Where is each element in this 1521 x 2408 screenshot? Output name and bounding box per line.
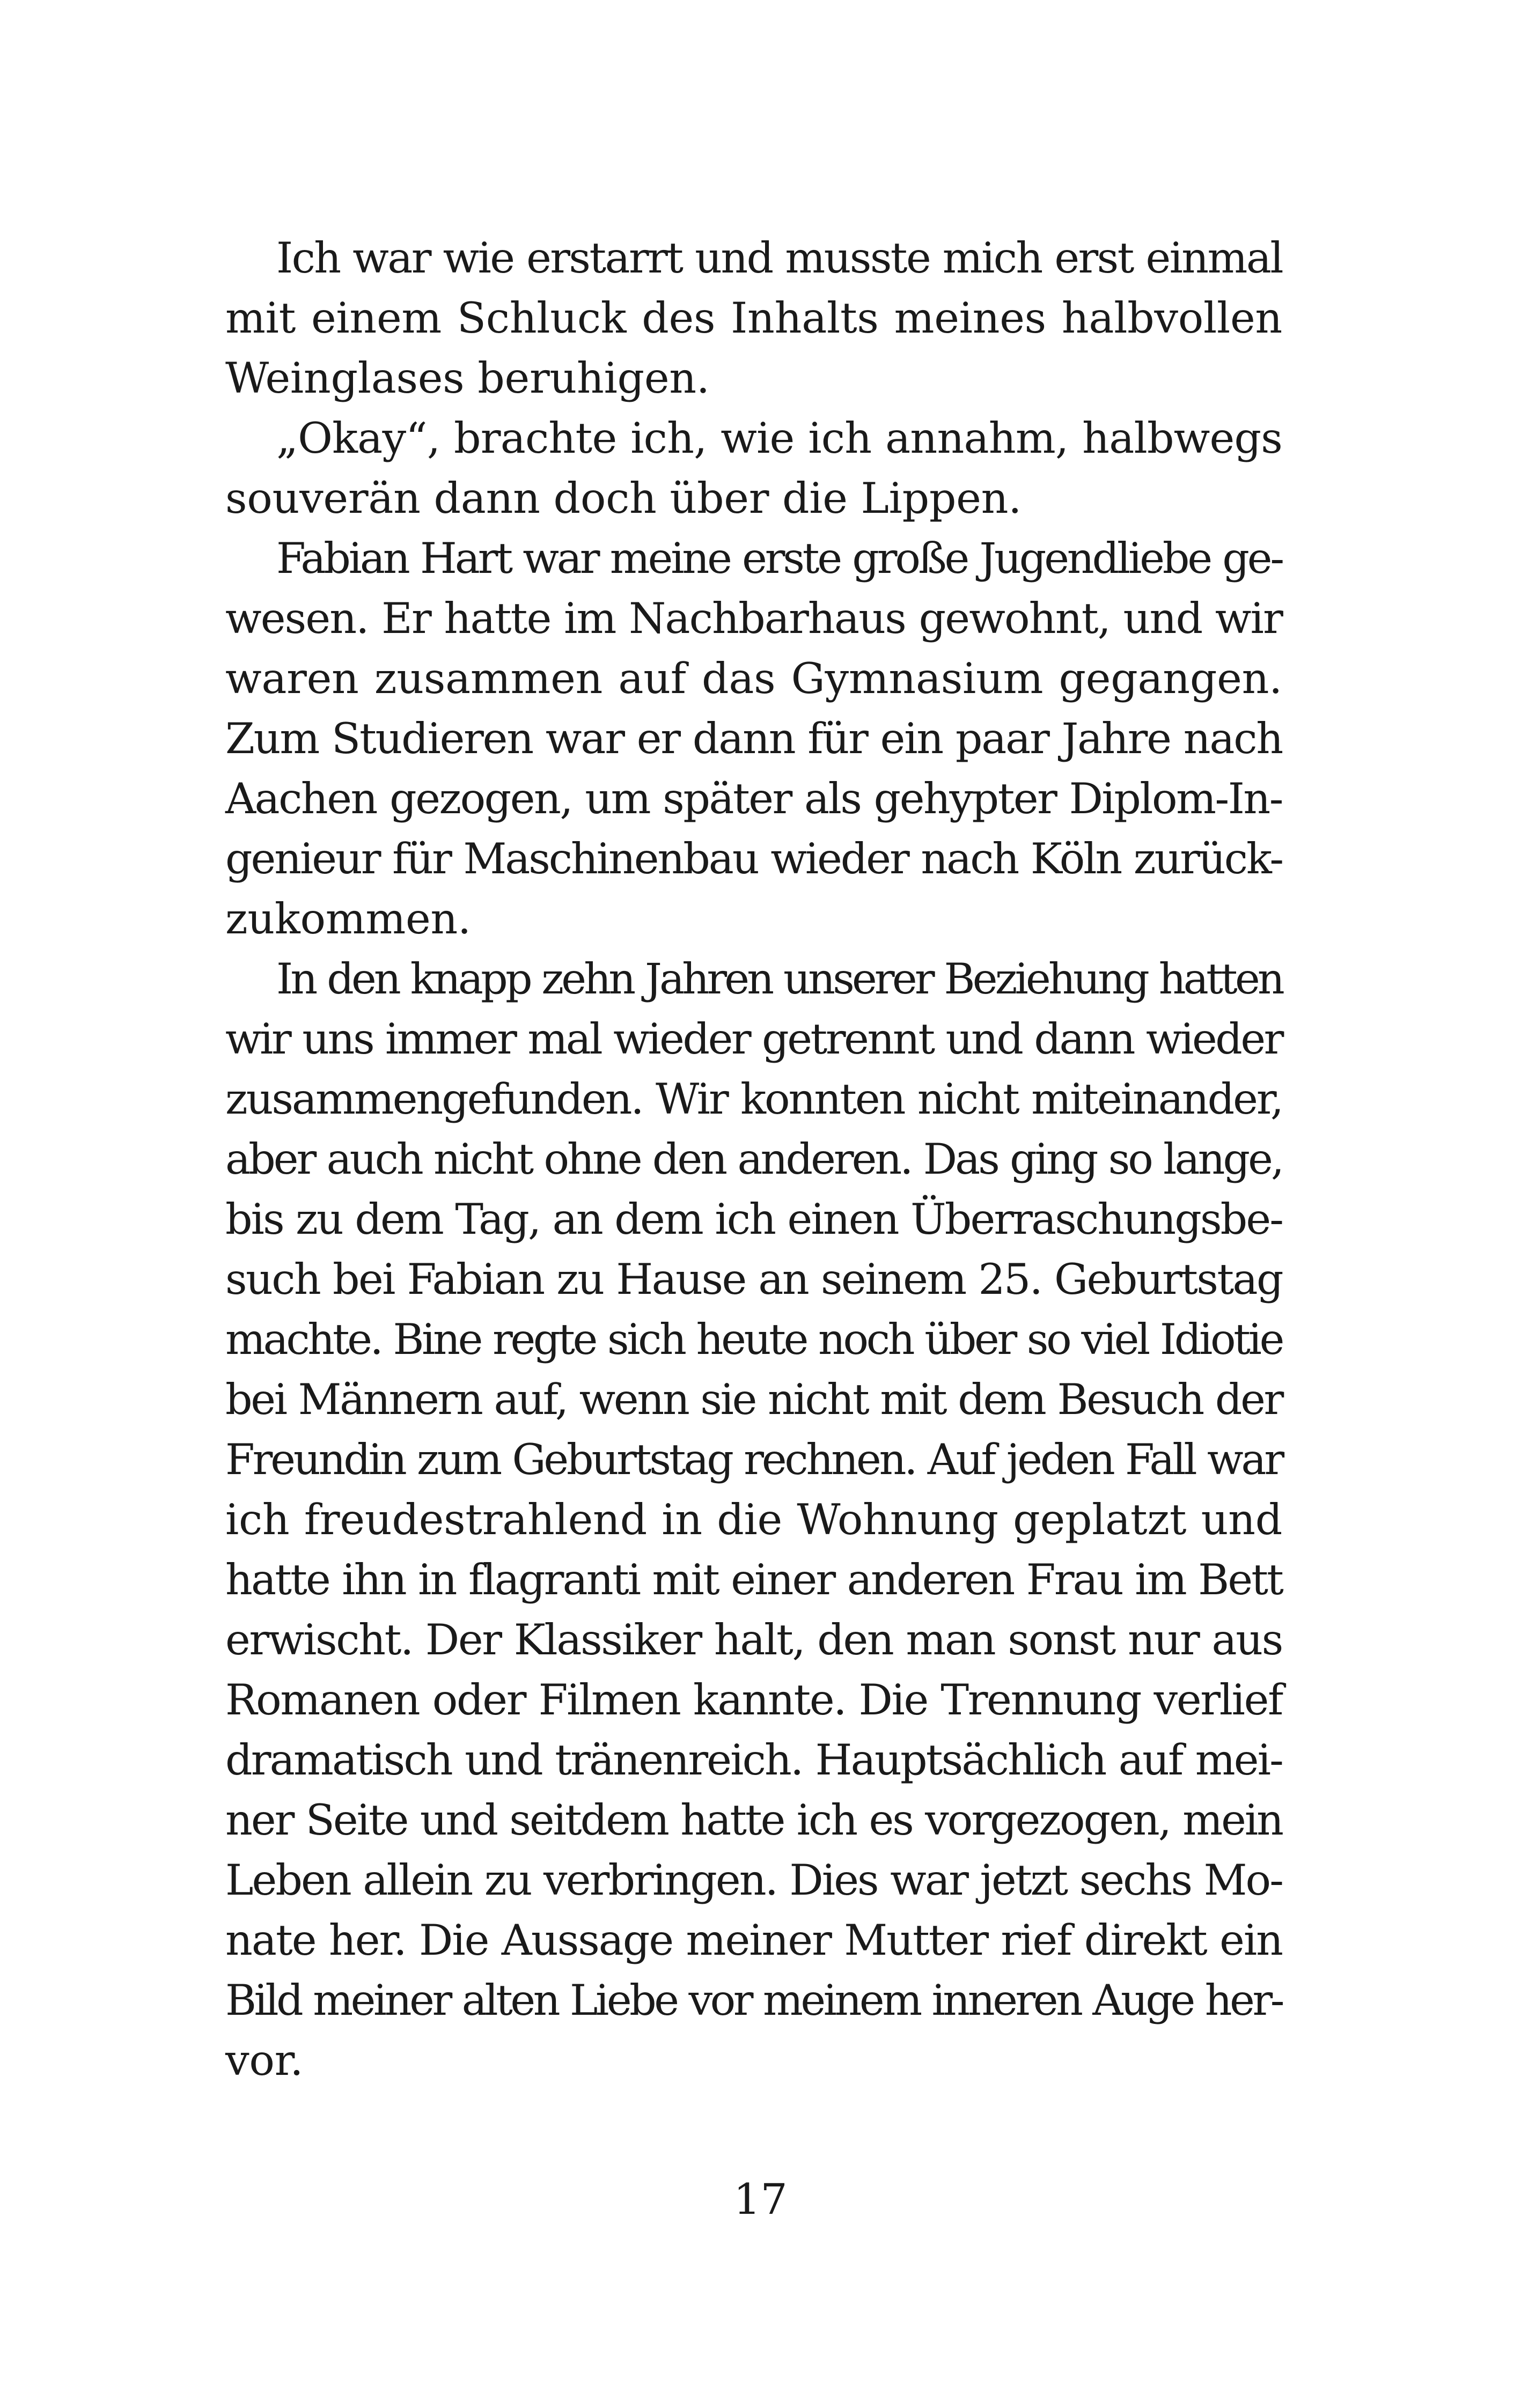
text-line: wesen. Er hatte im Nachbarhaus gewohnt, und wir [225,594,1282,643]
text-line: machte. Bine regte sich heute noch über so viel Idiotie [225,1315,1282,1364]
text-line: zukommen. [225,894,471,944]
text-line: genieur für Maschinenbau wieder nach Köln zurück- [225,834,1282,883]
text-line: Freundin zum Geburtstag rechnen. Auf jeden Fall war [225,1435,1282,1484]
text-line: Zum Studieren war er dann für ein paar Jahre nach [225,714,1282,763]
text-line: waren zusammen auf das Gymnasium gegangen. [225,654,1282,703]
text-line: Bild meiner alten Liebe vor meinem inneren Auge her- [225,1976,1282,2025]
text-line: hatte ihn in flagranti mit einer anderen Frau im Bett [225,1555,1282,1604]
text-line: wir uns immer mal wieder getrennt und dann wieder [225,1014,1282,1064]
text-line: such bei Fabian zu Hause an seinem 25. Geburtstag [225,1255,1282,1304]
text-line: aber auch nicht ohne den anderen. Das ging so lange, [225,1135,1282,1184]
text-line: „Okay“, brachte ich, wie ich annahm, halbwegs [276,414,1282,463]
text-line: zusammengefunden. Wir konnten nicht miteinander, [225,1074,1282,1124]
text-line: mit einem Schluck des Inhalts meines halbvollen [225,293,1282,343]
body-text [225,228,1282,2090]
text-line: nate her. Die Aussage meiner Mutter rief direkt ein [225,1916,1282,1965]
text-line: bis zu dem Tag, an dem ich einen Überraschungsbe- [225,1195,1282,1244]
text-line: souverän dann doch über die Lippen. [225,474,1022,523]
text-line: Romanen oder Filmen kannte. Die Trennung verlief [225,1675,1282,1725]
text-line: Weinglases beruhigen. [225,354,710,403]
text-line: ner Seite und seitdem hatte ich es vorgezogen, mein [225,1795,1282,1845]
text-line: erwischt. Der Klassiker halt, den man sonst nur aus [225,1615,1282,1665]
text-line: dramatisch und tränenreich. Hauptsächlich auf mei- [225,1735,1282,1785]
text-line: Aachen gezogen, um später als gehypter Diplom-In- [225,774,1282,823]
text-line: ich freudestrahlend in die Wohnung geplatzt und [225,1495,1282,1544]
text-line: Ich war wie erstarrt und musste mich erst einmal [276,233,1282,283]
text-line: vor. [225,2036,304,2085]
text-line: Leben allein zu verbringen. Dies war jetzt sechs Mo- [225,1855,1282,1905]
page-number: 17 [733,2175,788,2224]
text-line: Fabian Hart war meine erste große Jugendliebe ge- [276,534,1282,583]
text-line: In den knapp zehn Jahren unserer Beziehung hatten [276,954,1282,1004]
text-line: bei Männern auf, wenn sie nicht mit dem Besuch der [225,1375,1282,1424]
